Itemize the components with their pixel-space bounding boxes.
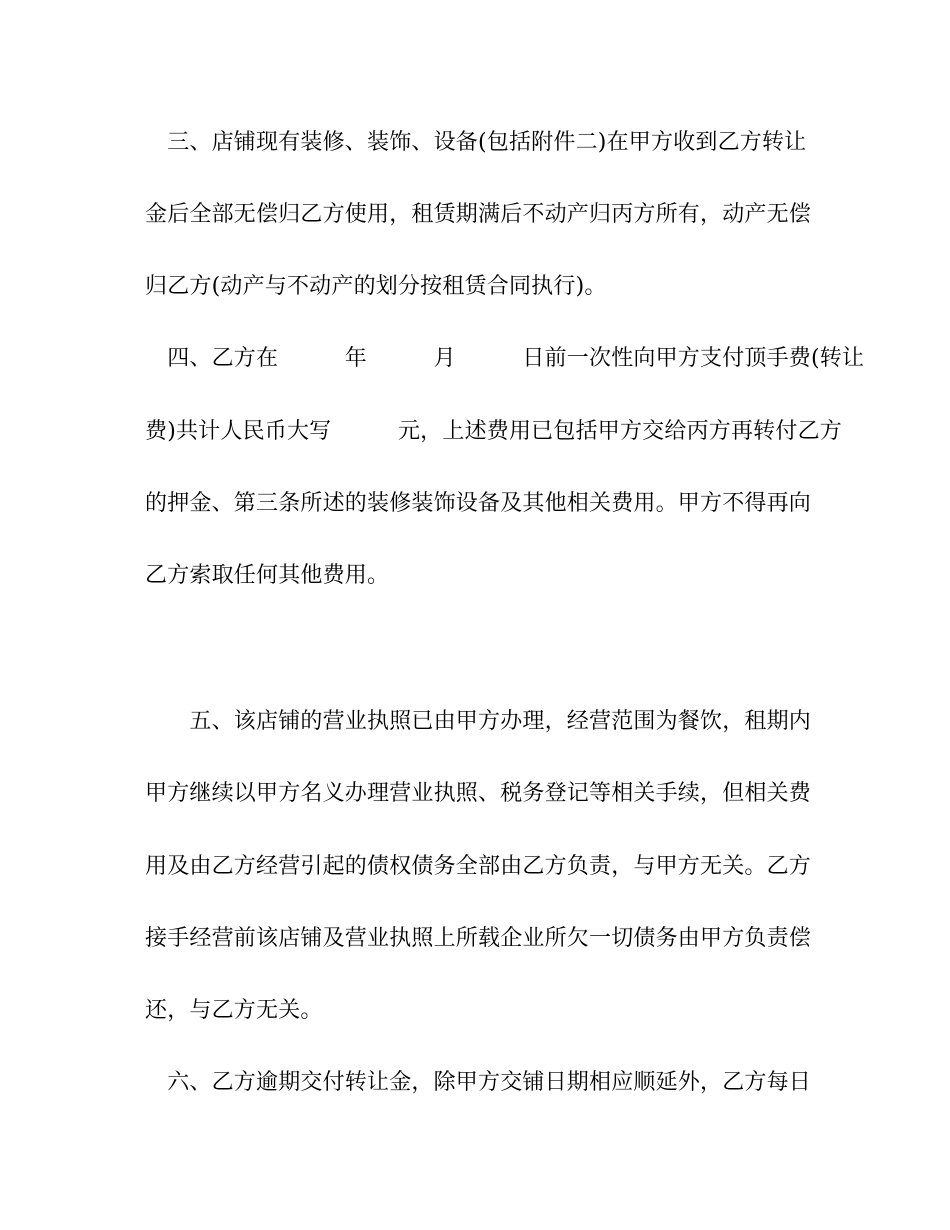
clause-4-line-2: 费)共计人民币大写 元，上述费用已包括甲方交给丙方再转付乙方 [145, 419, 842, 444]
clause-6-line-1: 六、乙方逾期交付转让金，除甲方交铺日期相应顺延外，乙方每日 [145, 1070, 812, 1095]
clause-3-line-3: 归乙方(动产与不动产的划分按租赁合同执行)。 [145, 274, 607, 299]
clause-5-line-4: 接手经营前该店铺及营业执照上所载企业所欠一切债务由甲方负责偿 [145, 926, 812, 951]
clause-5-line-1: 五、该店铺的营业执照已由甲方办理，经营范围为餐饮，租期内 [145, 709, 812, 734]
clause-4-line-3: 的押金、第三条所述的装修装饰设备及其他相关费用。甲方不得再向 [145, 491, 812, 516]
clause-4-line-1: 四、乙方在 年 月 日前一次性向甲方支付顶手费(转让 [145, 346, 865, 371]
clause-5-line-3: 用及由乙方经营引起的债权债务全部由乙方负责，与甲方无关。乙方 [145, 854, 812, 879]
clause-3-line-2: 金后全部无偿归乙方使用，租赁期满后不动产归丙方所有，动产无偿 [145, 202, 812, 227]
clause-3-line-1: 三、店铺现有装修、装饰、设备(包括附件二)在甲方收到乙方转让 [145, 130, 807, 155]
clause-4-line-4: 乙方索取任何其他费用。 [145, 563, 390, 588]
clause-5-line-2: 甲方继续以甲方名义办理营业执照、税务登记等相关手续，但相关费 [145, 781, 812, 806]
clause-5-line-5: 还，与乙方无关。 [145, 998, 323, 1023]
